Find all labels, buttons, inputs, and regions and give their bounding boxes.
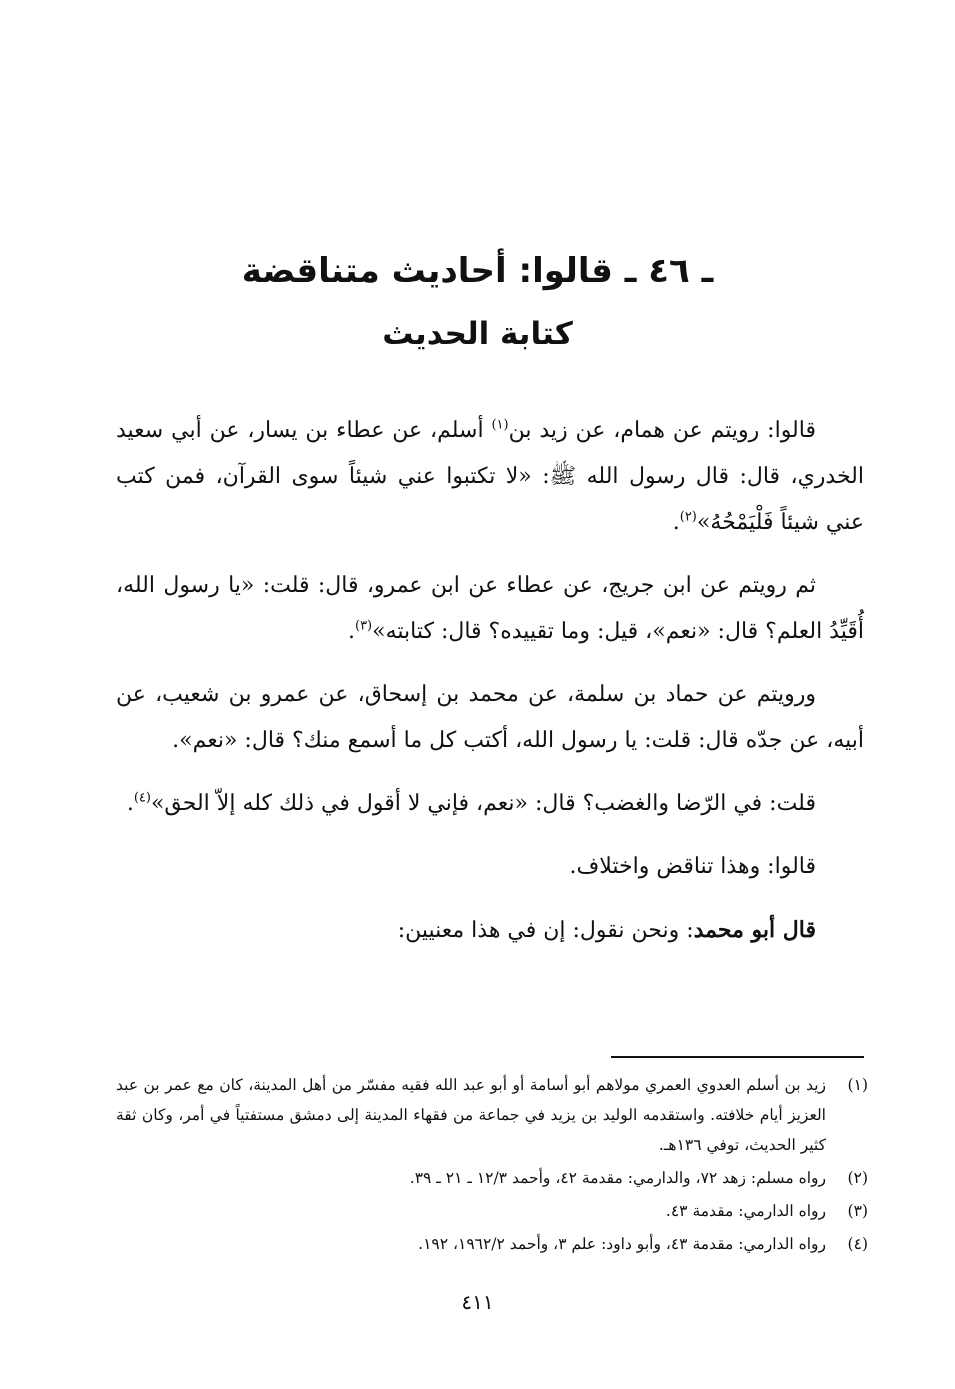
- paragraph-text: ثم رويتم عن ابن جريج، عن عطاء عن ابن عمرو، قال: قلت: «يا رسول الله، أُقَيِّدُ العلم؟ قال: «نعم»، قيل: وما تقييده؟ قال: كتابته»: [116, 573, 864, 644]
- footnote-text: رواه الدارمي: مقدمة ٤٣.: [665, 1202, 826, 1220]
- footnote-number: (١): [847, 1076, 868, 1094]
- paragraph-end: .: [347, 619, 355, 644]
- chapter-subtitle: كتابة الحديث: [382, 316, 573, 352]
- footnote-ref-4: (٤): [133, 790, 151, 806]
- page-number: ٤١١: [461, 1290, 494, 1314]
- footnote-number: (٣): [847, 1202, 868, 1220]
- footnote-number: (٢): [847, 1169, 868, 1187]
- footnote-ref-1: (١): [491, 417, 509, 433]
- paragraph-3: [116, 672, 864, 764]
- footnote-2: [116, 1163, 868, 1193]
- footnote-number: (٤): [847, 1235, 868, 1253]
- paragraph-5: [116, 844, 864, 890]
- footnote-3: [116, 1196, 868, 1226]
- footnote-text: رواه مسلم: زهد ٧٢، والدارمي: مقدمة ٤٢، وأحمد ١٢/٣ ـ ٢١ ـ ٣٩.: [409, 1169, 826, 1187]
- paragraph-6: [116, 907, 864, 954]
- paragraph-1: [116, 408, 864, 546]
- paragraph-text: أسلم، عن عطاء بن يسار، عن أبي سعيد الخدري، قال: قال رسول الله ﷺ: «لا تكتبوا عني شيئاً سوى القرآن، فمن كتب عني شيئاً فَلْيَمْحُهُ»: [116, 418, 864, 535]
- paragraph-text: قالوا: رويتم عن همام، عن زيد بن: [508, 418, 816, 443]
- paragraph-text: : ونحن نقول: إن في هذا معنيين:: [397, 918, 694, 943]
- paragraph-2: [116, 563, 864, 655]
- footnote-text: رواه الدارمي: مقدمة ٤٣، وأبو داود: علم ٣، وأحمد ١٩٦٢/٢، ١٩٢.: [418, 1235, 826, 1253]
- paragraph-text: ورويتم عن حماد بن سلمة، عن محمد بن إسحاق، عن عمرو بن شعيب، عن أبيه، عن جدّه قال: قلت: يا رسول الله، أكتب كل ما أسمع منك؟ قال: «نعم».: [116, 682, 864, 753]
- main-text: [116, 408, 864, 971]
- footnote-ref-2: (٢): [679, 509, 697, 525]
- chapter-title: ـ ٤٦ ـ قالوا: أحاديث متناقضة: [241, 251, 714, 291]
- paragraph-4: [116, 781, 864, 827]
- paragraph-end: .: [126, 791, 134, 816]
- paragraph-text: قالوا: وهذا تناقض واختلاف.: [569, 854, 816, 879]
- chapter-heading: [0, 248, 955, 356]
- footnotes: [116, 1070, 868, 1262]
- footnote-4: [116, 1229, 868, 1259]
- footnote-ref-3: (٣): [354, 618, 373, 634]
- speaker-name: قال أبو محمد: [693, 917, 816, 943]
- footnote-1: [116, 1070, 868, 1160]
- footnote-separator: [611, 1056, 864, 1058]
- footnote-text: زيد بن أسلم العدوي العمري مولاهم أبو أسامة أو أبو عبد الله فقيه مفسّر من أهل المدينة، كان مع عمر بن عبد العزيز أيام خلافته. واستقدمه الوليد بن يزيد في جماعة من فقهاء المدينة إلى دمشق مستفتياً في أمر، وكان ثقة كثير الحديث، توفي ١٣٦هـ.: [116, 1076, 826, 1154]
- paragraph-end: .: [672, 510, 680, 535]
- paragraph-text: قلت: في الرّضا والغضب؟ قال: «نعم، فإني لا أقول في ذلك كله إلاّ الحق»: [150, 791, 816, 816]
